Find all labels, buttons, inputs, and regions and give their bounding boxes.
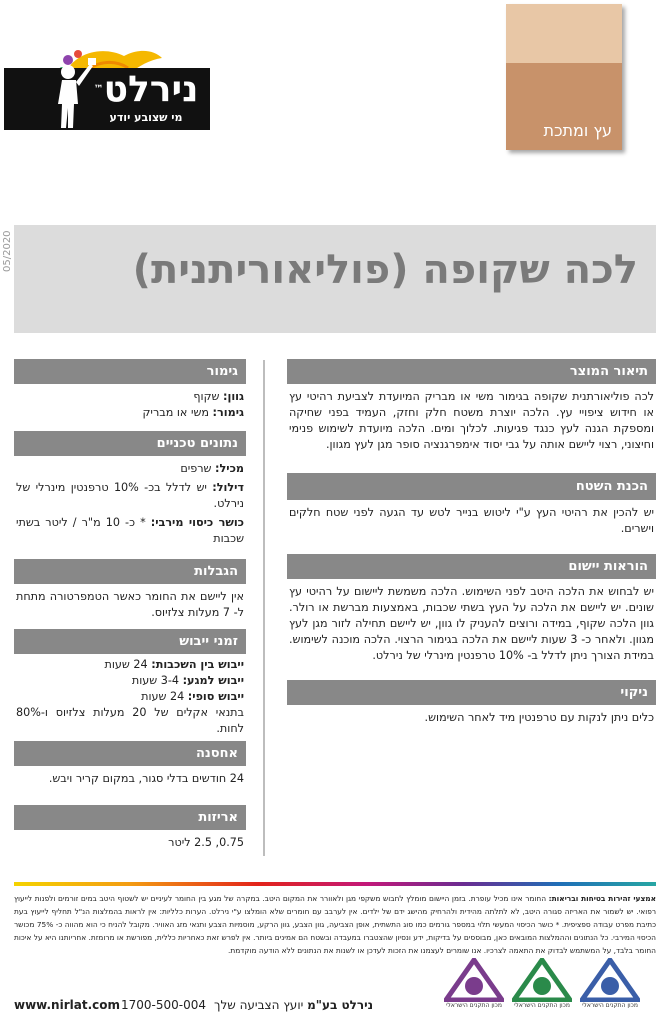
spec-row (16, 480, 244, 512)
brand-tagline: מי שצובע יודע (109, 111, 183, 124)
column-divider (263, 360, 265, 856)
section-application (287, 554, 656, 664)
spec-key: דילול: (212, 481, 244, 494)
spec-row (16, 515, 244, 547)
brand-name: נירלט™ (93, 69, 199, 110)
section-heading: זמני ייבוש (14, 629, 246, 654)
drying-note: בתנאי אקלים של 20 מעלות צלזיוס ו-80% לחות. (16, 706, 245, 735)
spec-row (16, 657, 244, 673)
color-stripe (14, 882, 656, 886)
spec-row (16, 673, 244, 689)
section-heading: הוראות יישום (287, 554, 656, 579)
footer (14, 996, 656, 1016)
section-packaging (14, 805, 246, 851)
website-link[interactable]: www.nirlat.com (14, 998, 120, 1012)
section-text: כלים ניתן לנקות עם טרפנטין מיד לאחר השימוש. (424, 711, 654, 724)
section-drying (14, 629, 246, 737)
right-column (287, 359, 656, 726)
category-tile (506, 4, 622, 150)
standards-mark-caption: מכון התקנים הישראלי (582, 1002, 638, 1009)
section-limits (14, 559, 246, 621)
trademark-mark: ™ (93, 84, 104, 95)
phone-number: 1700-500-004 (121, 998, 207, 1012)
product-title: לכה שקופה (פוליאוריתנית) (132, 247, 638, 293)
spec-value: * כ- 10 מ"ר / ליטר בשתי שכבות (16, 516, 244, 545)
section-body (14, 384, 246, 421)
disclaimer-lead: אמצעי זהירות בטיחות ובריאות: (548, 894, 656, 903)
spec-key: כושר כיסוי מירבי: (150, 516, 245, 529)
spec-row (16, 689, 244, 705)
standards-mark-caption: מכון התקנים הישראלי (446, 1002, 502, 1009)
spec-row (16, 405, 244, 421)
category-tile-top (506, 4, 622, 63)
spec-value: יש לדלל בכ- 10% טרפנטין מינרלי של נירלט. (16, 481, 244, 510)
section-cleaning (287, 680, 656, 726)
section-heading: אריזות (14, 805, 246, 830)
document-date: 05/2020 (2, 230, 13, 272)
standards-mark-caption: מכון התקנים הישראלי (514, 1002, 570, 1009)
spec-value: שקוף (193, 390, 223, 403)
spec-key: גימור: (212, 406, 244, 419)
section-body (14, 456, 246, 547)
section-description (287, 359, 656, 453)
section-text: 24 חודשים בדלי סגור, במקום קריר ויבש. (48, 772, 244, 785)
left-column (14, 359, 246, 851)
spec-value: 3-4 שעות (131, 674, 183, 687)
disclaimer-text: החומר אינו מכיל עופרת. בזמן היישום מומלץ לחבוש משקפי מגן ולאוורר את המקום היטב. במקרה של מגע בין החומר לעיניים יש לשטוף היטב במים זורמים ולפנות לייעוץ רפואי. יש לשמור את האריזה סגורה היטב, לא לתלתה מהידית ולהרחיק מהישג ידם של ילדים. אין לערבב עם חומרים שלא הומלצו ע"י נירלט. הערות כלליות: אין לראות בהמלצות הנ"ל תחליף לייעוץ בעת כתיבת מפרט עבודה ספציפית. * כושר הכיסוי המעשי תלוי במספר גורמים כמו סוג התשתית, אופן הצביעה, גוון הצבע, גוון הרקע, מוסמיות הצבע ותנאי מזג האוויר. מקובל להניח כי הוא מהווה כ- 75% מכושר הכיסוי המירבי. כל הנתונים וההמלצות המובאים כאן, מבוססים על בדיקות, ידע ונסיון שהצטברו במעבדה ובשטח הם אמינים ביותר. אין לפרש זאת כאחריות כללית, מפורשת או מרומזת. אחריותנו היא על איכות החומר בלבד, על המשתמש לבדוק את התאמה לצרכיו. אנו שומרים לעצמנו את הזכות לעדכן או לשנות את הנתונים ללא הודעה מוקדמת. (14, 894, 657, 955)
spec-key: ייבוש סופי: (187, 690, 244, 703)
spec-value: שרפים (180, 462, 216, 475)
section-heading: גימור (14, 359, 246, 384)
spec-row (16, 461, 244, 477)
section-heading: הגבלות (14, 559, 246, 584)
category-label: עץ ומתכת (543, 121, 612, 140)
spec-value: 24 שעות (141, 690, 188, 703)
company-line (214, 998, 373, 1012)
category-tile-bottom (506, 63, 622, 150)
spec-value: 24 שעות (104, 658, 152, 671)
spec-key: ייבוש למגע: (182, 674, 244, 687)
section-heading: הכנת השטח (287, 473, 656, 500)
spec-value: משי או מבריק (142, 406, 213, 419)
section-surface-prep (287, 473, 656, 537)
spec-key: ייבוש בין השכבות: (151, 658, 244, 671)
safety-disclaimer (14, 892, 656, 957)
spec-key: מכיל: (215, 462, 244, 475)
section-body (14, 654, 246, 737)
section-heading: אחסנה (14, 741, 246, 766)
section-text: לכה פוליאורתנית שקופה בגימור משי או מבריק המיועדת לצביעת רהיטי עץ או חידוש ציפויי עץ. הלכה יוצרת משטח חלק וחזק, העמיד בפני שחיקה ומספקת הגנה לעץ כנגד פגיעות. לכלוך ומים. הלכה מיועדת לשימוש פנימי וחיצוני, רצוי ליישם אותה על גבי יסוד אימפרגנציה סופר מגן לעץ מגוון. (289, 390, 654, 451)
title-band (14, 225, 656, 333)
section-heading: ניקוי (287, 680, 656, 705)
spec-row (16, 389, 244, 405)
section-storage (14, 741, 246, 787)
nirlat-logo (4, 46, 210, 130)
spec-key: גוון: (223, 390, 244, 403)
section-text: יש לבחוש את הלכה היטב לפני השימוש. הלכה משמשת ליישום על רהיטי עץ שונים. יש ליישם את הלכה על העץ בשתי שכבות, באמצעות מברשת או רולר. גוון הלכה שקוף, במידה ורוצים להעניק לו גוון, יש ליישם תחילה לזור מגן לעץ מגוון. ולאחר כ- 3 שעות ליישם את הלכה בגימור הרצוי. הלכה מוכנה לשימוש. במידת הצורך ניתן לדלל ב- 10% טרפנטין מינרלי של נירלט. (289, 585, 655, 662)
section-heading: תיאור המוצר (287, 359, 656, 384)
section-text: 0.75, 2.5 ליטר (168, 836, 244, 849)
section-text: יש להכין את רהיטי העץ ע"י ליטוש בנייר לטש עד הגעה לפני שטח חלקים וישרים. (289, 506, 654, 535)
company-name: נירלט בע"מ (307, 998, 374, 1012)
section-finish (14, 359, 246, 421)
section-heading: נתונים טכניים (14, 431, 246, 456)
section-text: אין ליישם את החומר כאשר הטמפרטורה מתחת ל- 7 מעלות צלזיוס. (16, 590, 244, 619)
company-slogan: יועץ הצביעה שלך (214, 998, 308, 1012)
section-technical (14, 431, 246, 547)
